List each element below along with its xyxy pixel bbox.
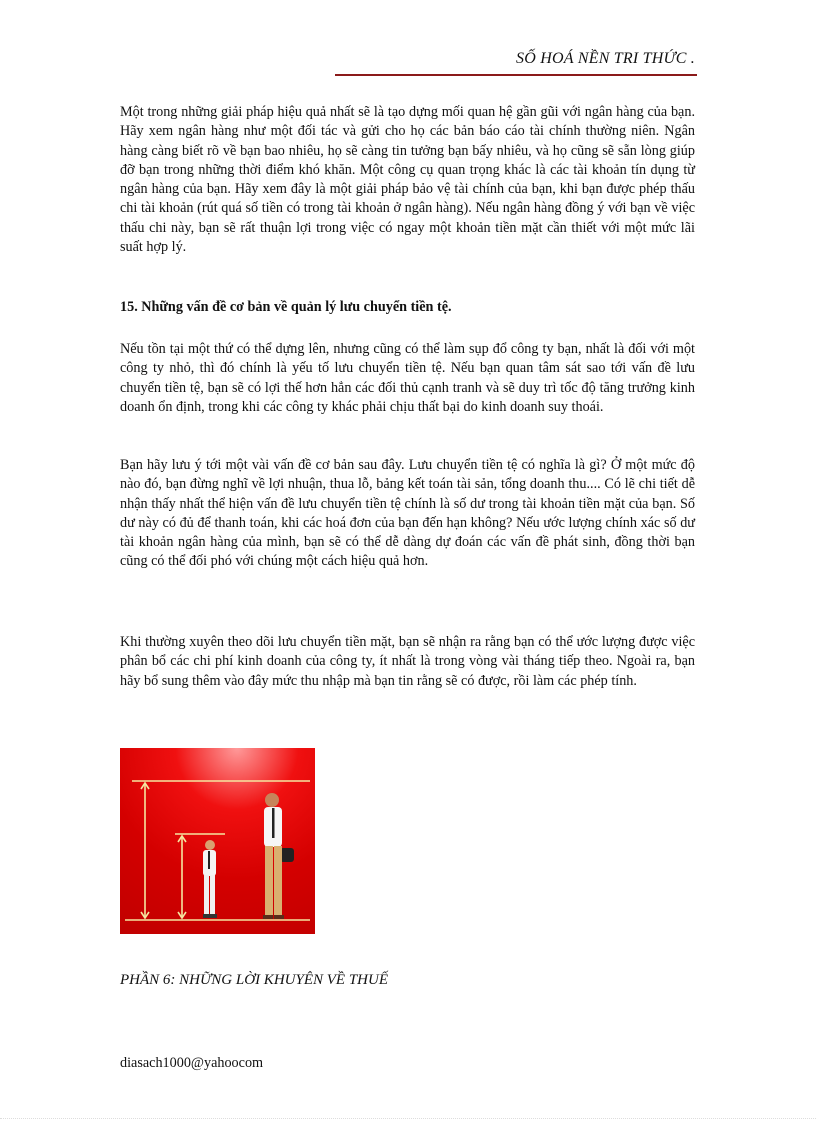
- small-man-figure: [203, 840, 217, 918]
- section-heading: 15. Những vấn đề cơ bản về quản lý lưu chuyển tiền tệ.: [120, 299, 452, 315]
- illustration-image: [120, 748, 315, 934]
- paragraph-cashflow-importance: Nếu tồn tại một thứ có thể dựng lên, nhưng cũng có thể làm sụp đổ công ty bạn, nhất là đối với một công ty nhỏ, thì đó chính là yếu tố lưu chuyển tiền tệ. Nếu bạn quan tâm sát sao tới vấn đề lưu chuyển tiền tệ, bạn sẽ có lợi thế hơn hẳn các đối thủ cạnh tranh và sẽ duy trì tốc độ tăng trưởng kinh doanh ổn định, trong khi các công ty khác phải chịu thất bại do kinh doanh suy thoái.: [120, 341, 695, 415]
- footer-email: diasach1000@yahoocom: [120, 1055, 264, 1071]
- paragraph-cashflow-basics: Bạn hãy lưu ý tới một vài vấn đề cơ bản sau đây. Lưu chuyển tiền tệ có nghĩa là gì? Ở một mức độ nào đó, bạn đừng nghĩ về lợi nhuận, thua lỗ, bảng kết toán tài sản, tổng doanh thu.... Có lẽ chi tiết dễ nhận thấy nhất thể hiện vấn đề lưu chuyển tiền tệ chính là số dư trong tài khoản tiền mặt của bạn. Số dư này có đủ để thanh toán, khi các hoá đơn của bạn đến hạn không? Nếu ước lượng chính xác số dư tài khoản ngân hàng của mình, bạn sẽ có thể dễ dàng dự đoán các vấn đề phát sinh, đồng thời bạn cũng có thể đối phó với chúng một cách hiệu quả hơn.: [120, 457, 695, 570]
- paragraph-cashflow-tracking: Khi thường xuyên theo dõi lưu chuyển tiền mặt, bạn sẽ nhận ra rằng bạn có thể ước lượng được việc phân bổ các chi phí kinh doanh của công ty, ít nhất là trong vòng vài tháng tiếp theo. Ngoài ra, bạn hãy bổ sung thêm vào đây mức thu nhập mà bạn tin rằng sẽ có được, rồi làm các phép tính.: [120, 634, 695, 689]
- header-title: SỐ HOÁ NỀN TRI THỨC .: [516, 50, 695, 67]
- header-rule: [335, 74, 697, 76]
- two-men-measurement-illustration: [120, 748, 315, 934]
- part-title: PHẦN 6: NHỮNG LỜI KHUYÊN VỀ THUẾ: [120, 972, 388, 988]
- paragraph-bank-relationship: Một trong những giải pháp hiệu quả nhất sẽ là tạo dựng mối quan hệ gần gũi với ngân hàng của bạn. Hãy xem ngân hàng như một đối tác và gửi cho họ các bản báo cáo tài chính thường niên. Ngân hàng càng biết rõ về bạn bao nhiêu, họ sẽ càng tin tưởng bạn bấy nhiêu, và họ cũng sẽ sẵn lòng giúp đỡ bạn trong những thời điểm khó khăn. Một công cụ quan trọng khác là các tài khoản tín dụng từ ngân hàng của bạn. Hãy xem đây là một giải pháp bảo vệ tài chính của bạn, khi bạn được phép thấu chi tài khoản (rút quá số tiền có trong tài khoản ở ngân hàng). Nếu ngân hàng đồng ý với bạn về việc thấu chi này, bạn sẽ rất thuận lợi trong việc có ngay một khoản tiền mặt cần thiết với một mức lãi suất hợp lý.: [120, 104, 695, 256]
- tall-man-figure: [263, 793, 294, 919]
- footer-divider: [0, 1118, 816, 1119]
